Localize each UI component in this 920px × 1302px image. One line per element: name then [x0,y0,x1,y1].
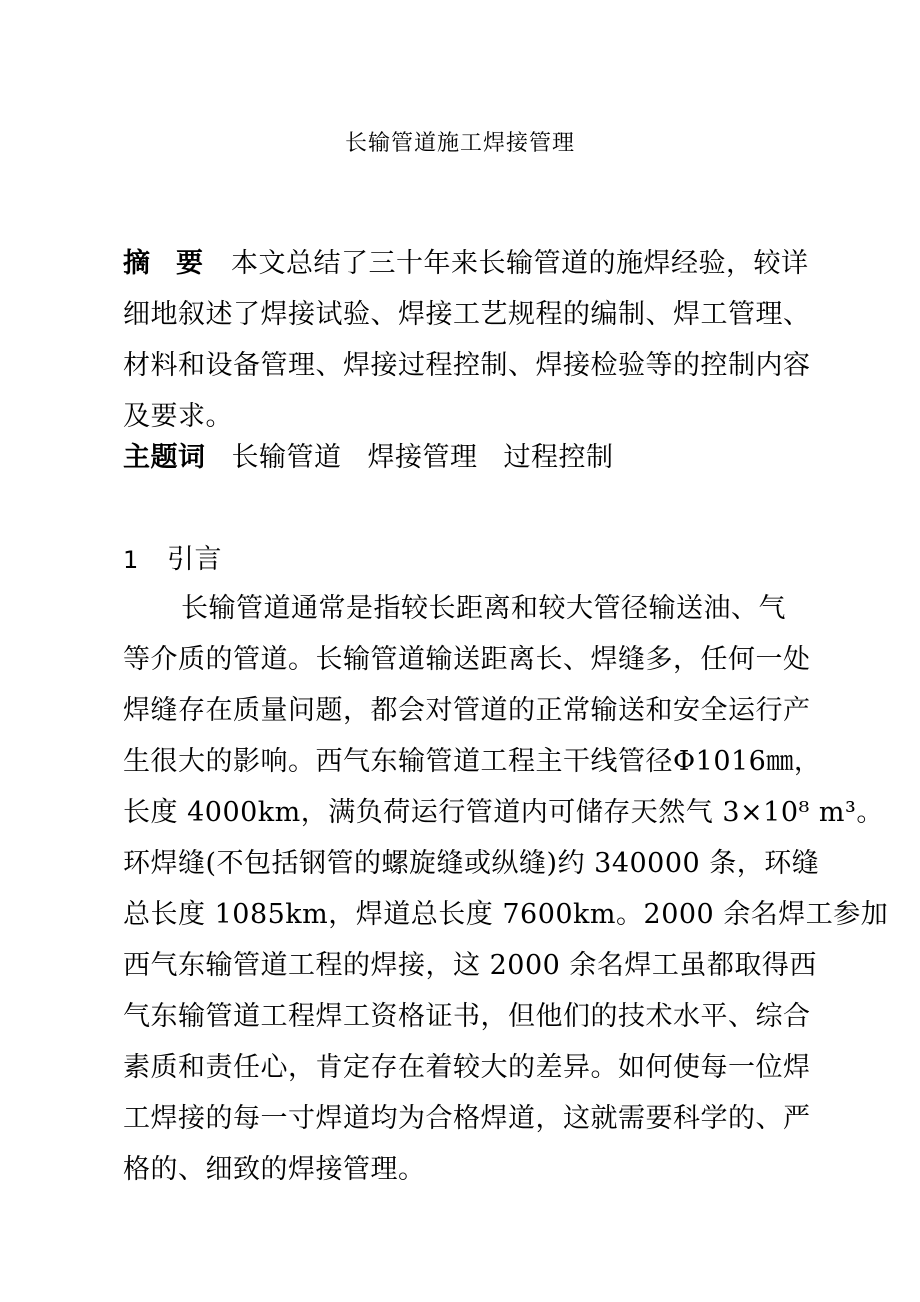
section-heading [123,534,818,586]
paragraph-line: 长输管道通常是指较长距离和较大管径输送油、气 [181,593,786,624]
paragraph-line: 焊缝存在质量问题，都会对管道的正常输送和安全运行产 [123,695,811,726]
document-title: 长输管道施工焊接管理 [344,131,575,156]
abstract-block [123,238,818,442]
abstract-line: 材料和设备管理、焊接过程控制、焊接检验等的控制内容 [123,350,811,381]
abstract-label: 摘要 [123,248,229,279]
abstract-line: 及要求。 [123,401,233,432]
abstract-line: 细地叙述了焊接试验、焊接工艺规程的编制、焊工管理、 [123,299,811,330]
section-paragraph [123,583,889,1195]
section-number: 1 [123,546,139,574]
paragraph-line: 气东输管道工程焊工资格证书，但他们的技术水平、综合 [123,1001,811,1032]
keywords-block [123,432,818,483]
abstract-line [123,238,818,289]
paragraph-line: 长度 4000km，满负荷运行管道内可储存天然气 3×10⁸ m³。 [123,797,884,828]
paragraph-line: 格的、细致的焊接管理。 [123,1154,426,1185]
paragraph-line: 素质和责任心，肯定存在着较大的差异。如何使每一位焊 [123,1052,811,1083]
paragraph-line: 总长度 1085km，焊道总长度 7600km。2000 余名焊工参加 [123,899,889,930]
paragraph-line: 工焊接的每一寸焊道均为合格焊道，这就需要科学的、严 [123,1103,811,1134]
section-title: 引言 [167,544,222,575]
paragraph-line: 西气东输管道工程的焊接，这 2000 余名焊工虽都取得西 [123,950,817,981]
keyword-item: 过程控制 [503,442,614,473]
keywords-line [123,432,818,483]
abstract-text: 本文总结了三十年来长输管道的施焊经验，较详 [231,248,809,279]
keywords-label: 主题词 [123,442,206,473]
paragraph-line: 环焊缝(不包括钢管的螺旋缝或纵缝)约 340000 条，环缝 [123,848,820,879]
keyword-item: 焊接管理 [367,442,478,473]
keyword-item: 长输管道 [231,442,342,473]
paragraph-line: 生很大的影响。西气东输管道工程主干线管径Φ1016㎜， [123,746,822,777]
paragraph-line: 等介质的管道。长输管道输送距离长、焊缝多，任何一处 [123,644,811,675]
